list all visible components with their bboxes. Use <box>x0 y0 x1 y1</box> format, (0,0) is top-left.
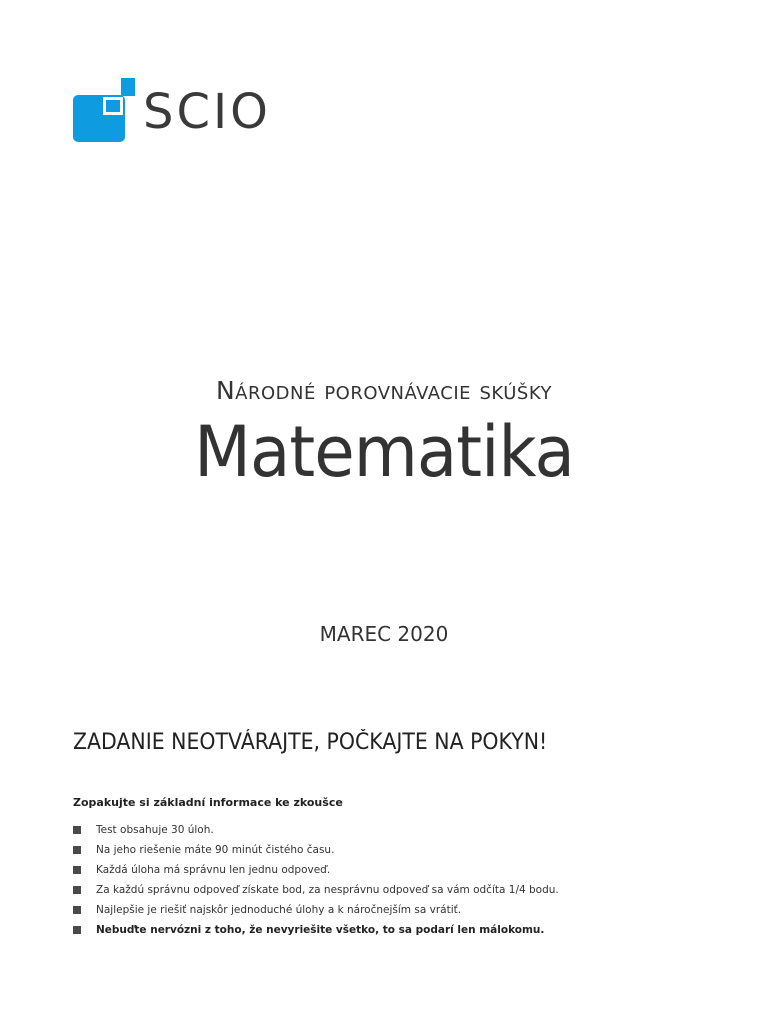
square-bullet-icon <box>73 926 81 934</box>
square-bullet-icon <box>73 826 81 834</box>
exam-date: MAREC 2020 <box>319 622 449 646</box>
exam-subtitle: Národné porovnávacie skúšky <box>215 376 552 405</box>
list-item <box>73 920 559 940</box>
list-item-text: Test obsahuje 30 úloh. <box>96 824 214 836</box>
list-item <box>73 820 559 840</box>
square-bullet-icon <box>73 866 81 874</box>
list-item <box>73 860 559 880</box>
info-list <box>73 820 559 940</box>
square-bullet-icon <box>73 886 81 894</box>
list-item-text: Každá úloha má správnu len jednu odpoveď. <box>96 864 331 876</box>
square-bullet-icon <box>73 846 81 854</box>
page-title: Matematika <box>194 411 574 493</box>
do-not-open-warning: ZADANIE NEOTVÁRAJTE, POČKAJTE NA POKYN! <box>73 730 548 755</box>
list-item <box>73 880 559 900</box>
info-heading: Zopakujte si základní informace ke zkoušce <box>73 796 343 809</box>
list-item-text: Na jeho riešenie máte 90 minút čistého času. <box>96 844 335 856</box>
scio-logo-mark <box>73 78 135 146</box>
list-item-text: Za každú správnu odpoveď získate bod, za nesprávnu odpoveď sa vám odčíta 1/4 bodu. <box>96 884 559 896</box>
list-item <box>73 900 559 920</box>
square-bullet-icon <box>73 906 81 914</box>
logo-wordmark: SCIO <box>143 84 271 140</box>
scio-logo <box>73 78 303 146</box>
list-item <box>73 840 559 860</box>
list-item-text: Nebuďte nervózni z toho, že nevyriešite všetko, to sa podarí len málokomu. <box>96 924 545 936</box>
list-item-text: Najlepšie je riešiť najskôr jednoduché úlohy a k náročnejším sa vrátiť. <box>96 904 462 916</box>
